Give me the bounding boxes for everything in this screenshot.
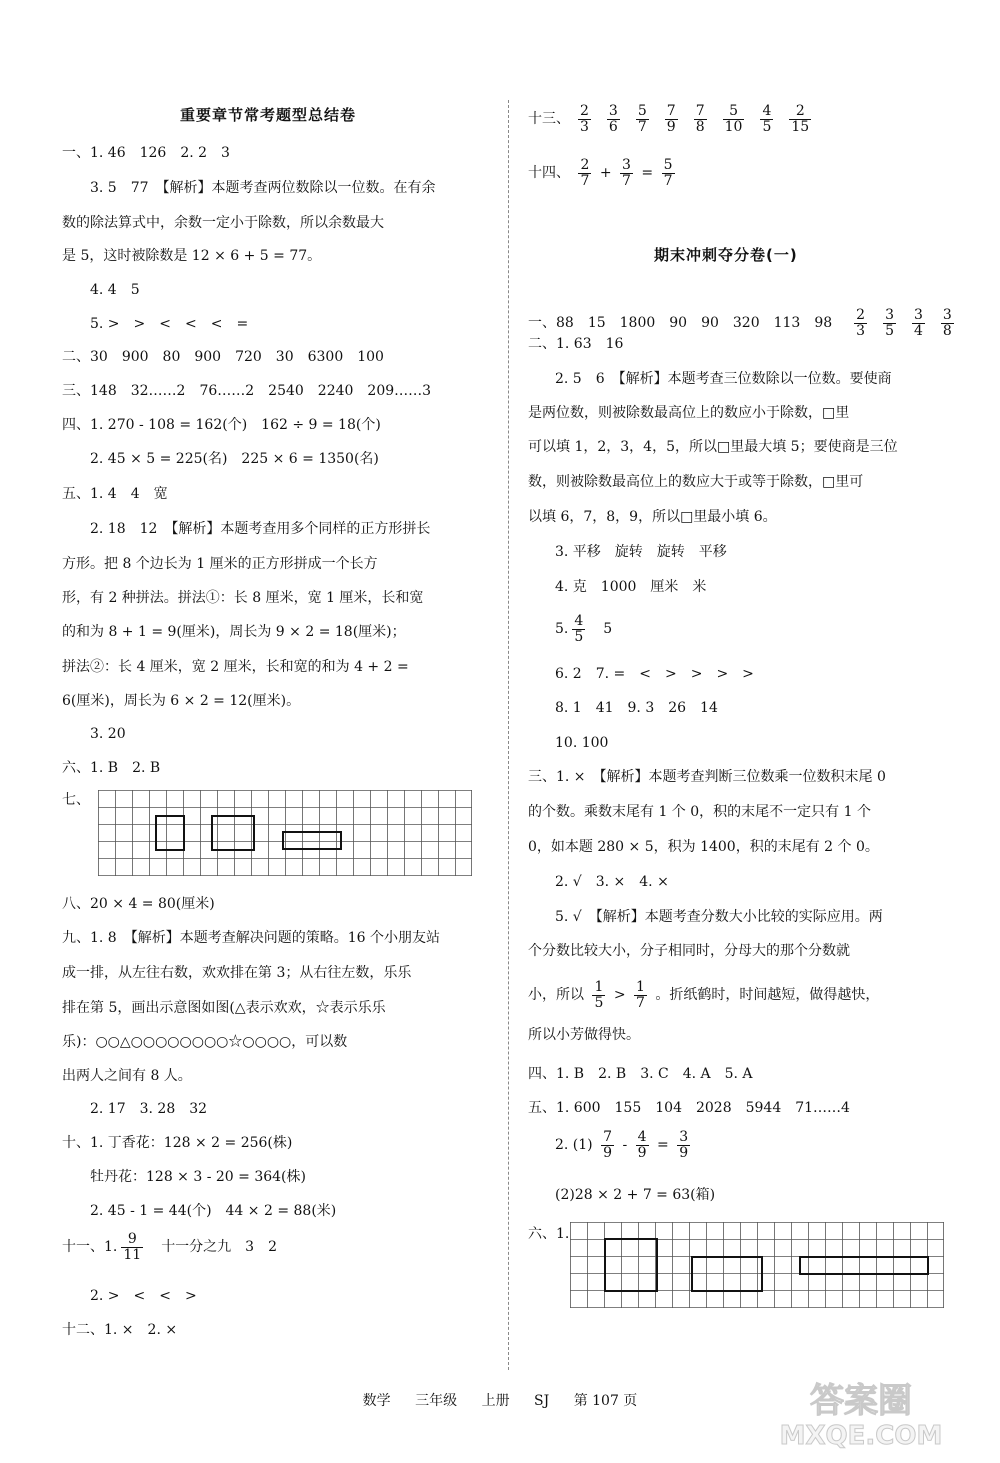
- answer-line: 10. 100: [555, 735, 609, 751]
- answer-line: 2. 5 6 【解析】本题考查三位数除以一位数。要使商: [555, 371, 892, 387]
- answer-line: 以填 6，7，8，9，所以□里最小填 6。: [528, 509, 777, 525]
- answer-line: 2. √ 3. × 4. ×: [555, 874, 669, 890]
- fraction: $\frac{4}{5}$: [574, 613, 584, 645]
- answer-line: 的和为 8 + 1 = 9(厘米)，周长为 9 × 2 = 18(厘米)；: [62, 624, 406, 640]
- fraction-list: [846, 307, 962, 339]
- footer-grade: 三年级: [415, 1393, 458, 1409]
- answer-line: 所以小芳做得快。: [528, 1027, 640, 1043]
- answer-line: 2. 45 - 1 = 44(个) 44 × 2 = 88(米): [90, 1203, 337, 1219]
- fraction: $\frac{2}{3}$: [856, 307, 866, 339]
- fraction: $\frac{7}{8}$: [695, 103, 705, 135]
- fraction: $\frac{4}{5}$: [762, 103, 772, 135]
- answer-line: 牡丹花：128 × 3 - 20 = 364(株): [90, 1169, 306, 1185]
- column-divider: [508, 100, 509, 1370]
- answer-line: 4. 克 1000 厘米 米: [555, 579, 707, 595]
- answer-line: 数，则被除数最高位上的数应大于或等于除数，□里可: [528, 474, 864, 490]
- fraction: $\frac{3}{6}$: [608, 103, 618, 135]
- answer-line: 的个数。乘数末尾有 1 个 0，积的末尾不一定只有 1 个: [528, 804, 871, 820]
- answer-line-fraction-compare: 小，所以 $\frac{1}{5}$ > $\frac{1}{7}$ 。折纸鹤时，时间越短，做得越快，: [528, 979, 880, 1011]
- footer-subject: 数学: [362, 1393, 391, 1409]
- answer-line: 六、1.: [528, 1226, 570, 1242]
- answer-line: 数的除法算式中，余数一定小于除数，所以余数最大: [62, 215, 384, 231]
- answer-line: 2. 18 12 【解析】本题考查用多个同样的正方形拼长: [90, 521, 431, 537]
- watermark-url-text: MXQE.COM: [779, 1421, 943, 1450]
- answer-line: 8. 1 41 9. 3 26 14: [555, 700, 718, 716]
- fraction: $\frac{3}{4}$: [914, 307, 923, 339]
- right-section-title: 期末冲刺夺分卷(一): [654, 246, 798, 264]
- answer-line: 4. 4 5: [90, 282, 140, 298]
- footer-edition: SJ: [534, 1393, 550, 1409]
- fraction: $\frac{2}{7}$: [580, 157, 590, 189]
- answer-line-fraction: 十一、1. $\frac{9}{11}$ 十一分之九 3 2: [62, 1231, 278, 1263]
- answer-line: 2. > < < >: [90, 1288, 197, 1304]
- answer-line: 六、1. B 2. B: [62, 760, 161, 776]
- answer-line: 6(厘米)，周长为 6 × 2 = 12(厘米)。: [62, 693, 301, 709]
- answer-line: 十、1. 丁香花：128 × 2 = 256(株): [62, 1135, 293, 1151]
- fraction: $\frac{5}{7}$: [663, 157, 673, 189]
- answer-line: 5. > > < < < =: [90, 316, 249, 332]
- answer-line: 二、1. 63 16: [528, 336, 624, 352]
- fraction: $\frac{1}{7}$: [636, 979, 645, 1011]
- answer-line: 形，有 2 种拼法。拼法①：长 8 厘米，宽 1 厘米，长和宽: [62, 590, 424, 606]
- fraction: $\frac{2}{15}$: [791, 103, 810, 135]
- answer-line-fraction-sum: 十四、 $\frac{2}{7}$ + $\frac{3}{7}$ = $\frac{5}{7}$: [528, 157, 673, 189]
- answer-line: 三、148 32……2 76……2 2540 2240 209……3: [62, 383, 432, 399]
- answer-line: 四、1. 270 - 108 = 162(个) 162 ÷ 9 = 18(个): [62, 417, 381, 433]
- fraction: $\frac{7}{9}$: [666, 103, 676, 135]
- fraction: $\frac{9}{11}$: [123, 1231, 142, 1263]
- footer-page-number: 第 107 页: [573, 1393, 638, 1409]
- answer-line: 3. 5 77 【解析】本题考查两位数除以一位数。在有余: [90, 180, 436, 196]
- left-section-title: 重要章节常考题型总结卷: [180, 106, 357, 124]
- answer-line: 八、20 × 4 = 80(厘米): [62, 896, 215, 912]
- footer-volume: 上册: [481, 1393, 510, 1409]
- answer-line: 6. 2 7. = < > > > >: [555, 666, 754, 682]
- answer-line: 方形。把 8 个边长为 1 厘米的正方形拼成一个长方: [62, 556, 378, 572]
- answer-line: 个分数比较大小，分子相同时，分母大的那个分数就: [528, 943, 850, 959]
- fraction: $\frac{3}{7}$: [622, 157, 631, 189]
- answer-line: 乐)：○○△○○○○○○○○☆○○○○，可以数: [62, 1034, 348, 1050]
- answer-line: (2)28 × 2 + 7 = 63(箱): [555, 1187, 716, 1203]
- answer-line: 四、1. B 2. B 3. C 4. A 5. A: [528, 1066, 753, 1082]
- answer-line: 2. 17 3. 28 32: [90, 1101, 208, 1117]
- answer-line: 出两人之间有 8 人。: [62, 1068, 192, 1084]
- answer-line: 是两位数，则被除数最高位上的数应小于除数，□里: [528, 405, 850, 421]
- answer-line: 三、1. × 【解析】本题考查判断三位数乘一位数积末尾 0: [528, 769, 886, 785]
- answer-line: 七、: [62, 792, 90, 808]
- grid-figure-rectangles: [98, 790, 472, 876]
- fraction: $\frac{5}{7}$: [637, 103, 647, 135]
- answer-line: 九、1. 8 【解析】本题考查解决问题的策略。16 个小朋友站: [62, 930, 440, 946]
- fraction: $\frac{3}{8}$: [942, 307, 952, 339]
- answer-line: 0，如本题 280 × 5，积为 1400，积的末尾有 2 个 0。: [528, 839, 879, 855]
- watermark-logo: [746, 1370, 976, 1450]
- answer-line: 拼法②：长 4 厘米，宽 2 厘米，长和宽的和为 4 + 2 =: [62, 659, 409, 675]
- answer-line: 2. 45 × 5 = 225(名) 225 × 6 = 1350(名): [90, 451, 379, 467]
- answer-line: 五、1. 600 155 104 2028 5944 71……4: [528, 1100, 850, 1116]
- answer-line: 十二、1. × 2. ×: [62, 1322, 178, 1338]
- answer-line: 二、30 900 80 900 720 30 6300 100: [62, 349, 384, 365]
- fraction: $\frac{3}{9}$: [679, 1129, 689, 1161]
- fraction: $\frac{4}{9}$: [637, 1129, 647, 1161]
- answer-line: 五、1. 4 4 宽: [62, 486, 168, 502]
- fraction: $\frac{7}{9}$: [603, 1129, 613, 1161]
- answer-line: 5. √ 【解析】本题考查分数大小比较的实际应用。两: [555, 909, 883, 925]
- fraction: $\frac{5}{10}$: [724, 103, 743, 135]
- fraction: $\frac{2}{3}$: [580, 103, 589, 135]
- fraction: $\frac{1}{5}$: [594, 979, 604, 1011]
- answer-line-fraction-subtraction: 2. (1) $\frac{7}{9}$ - $\frac{4}{9}$ = $\frac{3}{9}$: [555, 1129, 689, 1161]
- fraction: $\frac{3}{5}$: [885, 307, 894, 339]
- answer-line-fractions: 一、88 15 1800 90 90 320 113 98 $\frac{2}{3}$ $\frac{3}{5}$ $\frac{3}{4}$ $\frac{3}{8}$: [528, 308, 962, 338]
- answer-line: 成一排，从左往右数，欢欢排在第 3；从右往左数，乐乐: [62, 965, 412, 981]
- answer-line: 可以填 1，2，3，4，5，所以□里最大填 5；要使商是三位: [528, 439, 898, 455]
- answer-line: 3. 20: [90, 726, 126, 742]
- watermark-main-text: 答案圈: [810, 1381, 912, 1421]
- grid-figure-rectangles: [570, 1222, 944, 1308]
- answer-line: 3. 平移 旋转 旋转 平移: [555, 544, 727, 560]
- answer-line-fractions: 十三、 $\frac{2}{3}$ $\frac{3}{6}$ $\frac{5}{7}$ $\frac{7}{9}$ $\frac{7}{8}$ $\frac{5}{10}$ $\frac{4}{5}$ $\frac{2}{15}$: [528, 104, 819, 134]
- answer-line-fraction: 5. $\frac{4}{5}$ 5: [555, 613, 613, 645]
- answer-line: 排在第 5，画出示意图如图(△表示欢欢，☆表示乐乐: [62, 1000, 386, 1016]
- answer-line: 是 5，这时被除数是 12 × 6 + 5 = 77。: [62, 248, 322, 264]
- answer-line: 一、1. 46 126 2. 2 3: [62, 145, 230, 161]
